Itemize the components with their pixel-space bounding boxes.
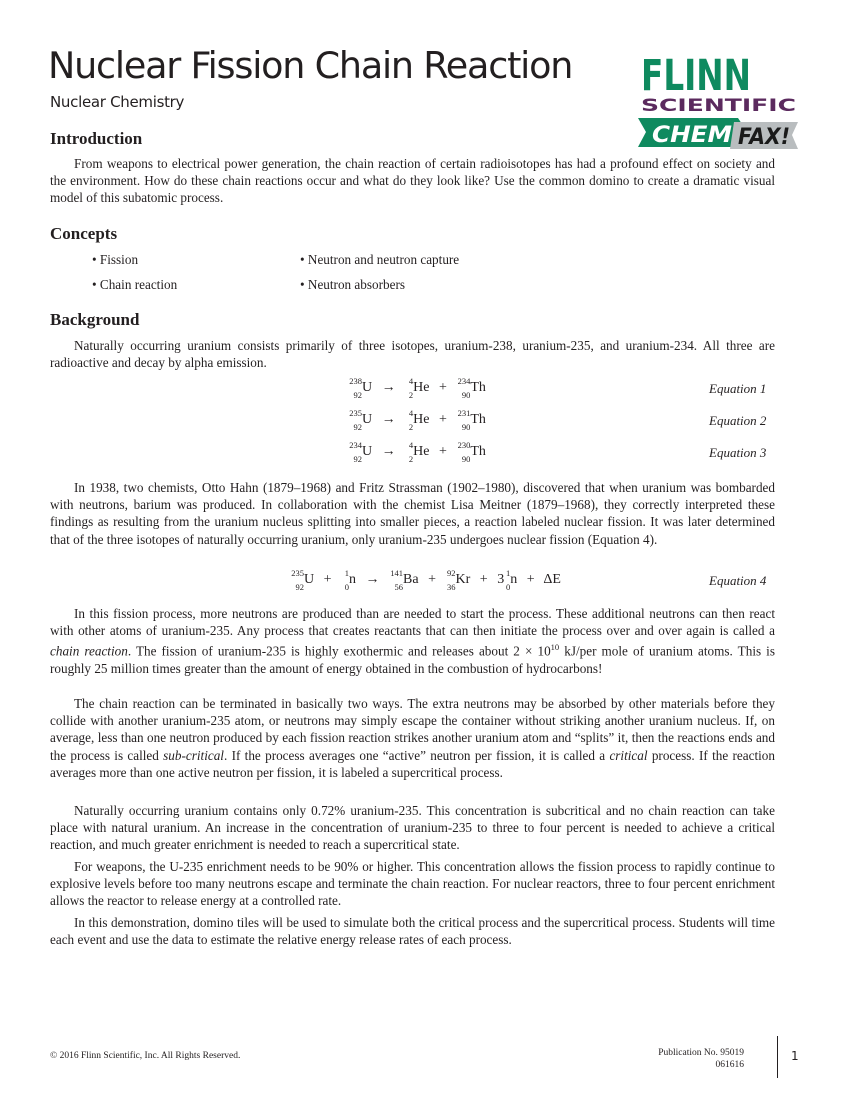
logo-chem-text: CHEM [652,123,733,148]
footer-copyright: © 2016 Flinn Scientific, Inc. All Rights Reserved. [50,1051,241,1061]
introduction-paragraph [50,155,775,207]
background-paragraph-1: Naturally occurring uranium consists primarily of three isotopes, uranium-238, uranium-235, and uranium-234. All three are radioactive and decay by alpha emission. [50,338,775,371]
introduction-text: From weapons to electrical power generation, the chain reaction of certain radioisotopes has had a profound effect on society and the environment. How do these chain reactions occur and what do they look like? Use the common domino to create a dramatic visual model of this subatomic process. [50,156,775,206]
equation-1: 238 92 U → 4 2 He + 234 90 Th [349,376,486,400]
background-paragraph-7: In this demonstration, domino tiles will be used to simulate both the critical process and the supercritical process. Students will time each event and use the data to estimate the relative energy release rates of each process. [50,915,775,948]
background-paragraph-6: For weapons, the U-235 enrichment needs to be 90% or higher. This concentration allows the fission process to rapidly continue to explosive levels before too many neutrons escape and terminate the chain reaction. For nuclear reactors, three to four percent enrichment allows the reactor to release energy at a controlled rate. [50,859,775,909]
concepts-heading: Concepts [50,224,118,243]
background-paragraph-5: Naturally occurring uranium contains only 0.72% uranium-235. This concentration is subcritical and no chain reaction can take place with natural uranium. An increase in the concentration of uranium-235 to three to four percent is needed to achieve a critical reaction, and much greater enrichment is needed to reach a supercritical state. [50,803,775,853]
background-heading: Background [50,310,140,329]
equation-4-label: Equation 4 [709,573,767,588]
concept-item: • Chain reaction [92,277,178,292]
background-paragraph-2: In 1938, two chemists, Otto Hahn (1879–1968) and Fritz Strassman (1902–1980), discovered that when uranium was bombarded with neutrons, barium was produced. In collaboration with the chemist Lisa Meitner (1879–1968), they correctly interpreted these findings as resulting from the uranium nucleus splitting into smaller pieces, a reaction labeled nuclear fission. It was later determined that of the three isotopes of naturally occurring uranium, only uranium-235 undergoes nuclear fission (Equation 4). [50,480,775,547]
equation-2: 235 92 U → 4 2 He + 231 90 Th [349,408,486,432]
page-subtitle: Nuclear Chemistry [50,93,185,111]
introduction-heading: Introduction [50,129,143,148]
publication-number: Publication No. 95019 [658,1048,744,1058]
concept-item: • Neutron absorbers [300,277,405,292]
publication-code: 061616 [715,1060,744,1070]
equation-1-label: Equation 1 [709,381,767,396]
equation-3: 234 92 U → 4 2 He + 230 90 Th [349,440,486,464]
flinn-scientific-logo [638,52,800,152]
logo-scientific-text: SCIENTIFIC [641,96,796,116]
page-title: Nuclear Fission Chain Reaction [48,44,573,87]
footer-divider [777,1036,778,1078]
concept-item: • Neutron and neutron capture [300,252,460,267]
logo-fax-text: FAX! [738,125,790,150]
background-paragraph-3: In this fission process, more neutrons are produced than are needed to start the process. These additional neutrons can then react with other atoms of uranium-235. Any process that creates reactants that can then initiate the process over and over again is called a chain reaction. The fission of uranium-235 is highly exothermic and releases about $2 \times 10^{10}$ kJ/per mole of uranium atoms. This is roughly 25 million times greater than the amount of energy obtained in the combustion of hydrocarbons! [50,606,775,676]
page-number: 1 [791,1049,799,1063]
term-sub-critical: sub-critical [163,747,224,763]
equation-4: 235 92 U + 1 0 n → 141 56 Ba + 92 36 Kr + 3 1 0 n + ΔE [291,568,561,592]
equation-3-label: Equation 3 [709,445,767,460]
concept-item: • Fission [92,252,139,267]
background-paragraph-4: The chain reaction can be terminated in basically two ways. The extra neutrons may be absorbed by other materials before they collide with another uranium-235 atom, or neutrons may simply escape the container without striking another uranium nucleus. If, on average, less than one neutron produced by each fission reaction strikes another uranium atom and “splits” it, then the reactions ends and the process is called sub-critical. If the process averages one “active” neutron per fission, it is called a critical process. If the reaction averages more than one active neutron per fission, it is labeled a supercritical process. [50,696,775,780]
equation-2-label: Equation 2 [709,413,767,428]
term-chain-reaction: chain reaction [50,643,128,659]
term-critical: critical [609,747,648,763]
footer-publication [658,1047,744,1071]
logo-flinn-text: FLINN [641,52,751,101]
